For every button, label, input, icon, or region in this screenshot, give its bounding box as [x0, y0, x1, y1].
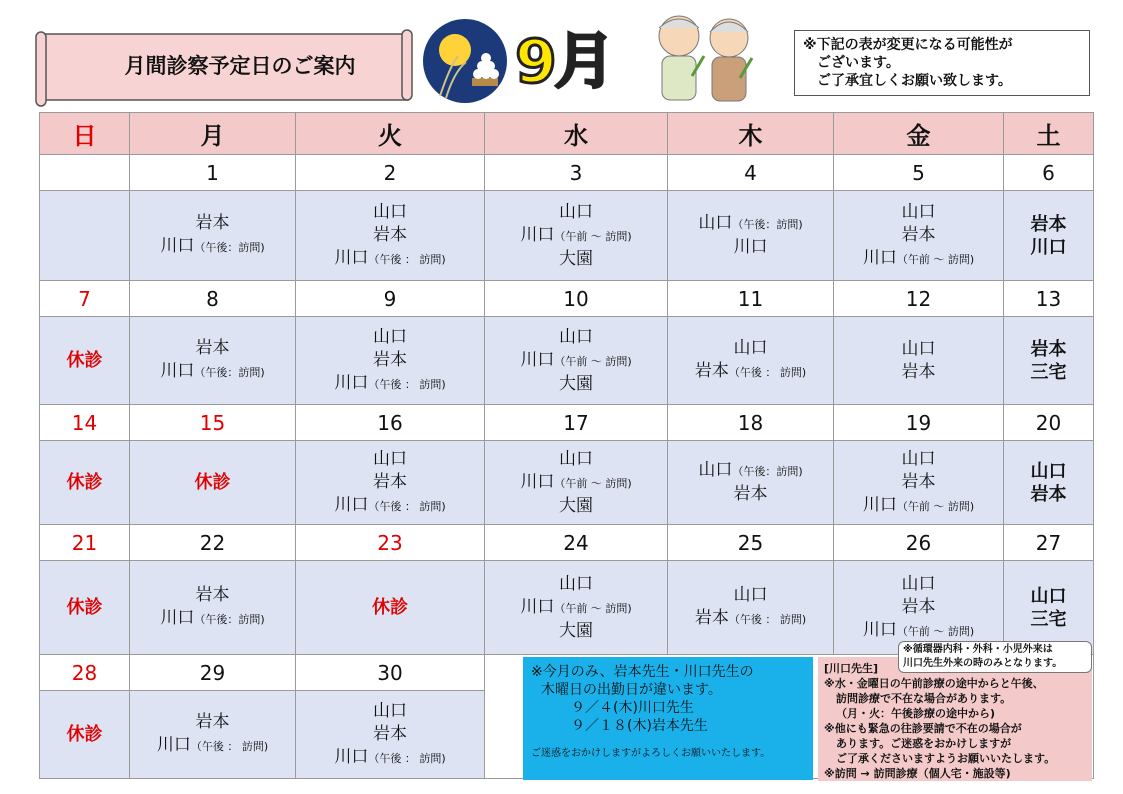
- kawaguchi-note: [川口先生] ※水・金曜日の午前診療の途中からと午後、 訪問診療で不在な場合があります。 （月・火：午後診療の途中から) ※他にも緊急の往診要請で不在の場合が あります。ご迷惑をおかけしますが ご了承くださいますようお願いいたします。 ※訪問 → 訪問診療（個人宅・施設等): [818, 657, 1092, 781]
- date-cell: 18: [668, 405, 834, 441]
- date-cell: 25: [668, 525, 834, 561]
- schedule-cell: 山口（午後：訪問) 岩本: [668, 441, 834, 525]
- schedule-cell: 休診: [40, 561, 130, 655]
- schedule-cell: 山口 三宅: [1004, 561, 1094, 655]
- schedule-cell: 山口 川口（午前 ～ 訪問) 大園: [485, 561, 668, 655]
- date-cell: 28: [40, 655, 130, 691]
- date-cell: 29: [130, 655, 296, 691]
- title-banner: [34, 28, 414, 106]
- clinic-callout: ※循環器内科・外科・小児外来は 川口先生外来の時のみとなります。: [898, 641, 1092, 673]
- date-cell: 22: [130, 525, 296, 561]
- schedule-cell: 休診: [40, 691, 130, 779]
- weekday-sat: 土: [1004, 113, 1094, 155]
- weekday-mon: 月: [130, 113, 296, 155]
- date-cell: 10: [485, 281, 668, 317]
- schedule-cell: 山口 岩本 川口（午前 ～ 訪問): [834, 191, 1004, 281]
- schedule-cell: 山口 岩本（午後 ： 訪問): [668, 317, 834, 405]
- schedule-row: [40, 317, 1094, 405]
- change-notice: ※下記の表が変更になる可能性が ございます。 ご了承宜しくお願い致します。: [794, 30, 1090, 96]
- weekday-header-row: [40, 113, 1094, 155]
- weekday-wed: 水: [485, 113, 668, 155]
- thursday-change-note: ※今月のみ、岩本先生・川口先生の 木曜日の出勤日が違います。 ９／４(木)川口先生 ９／１８(木)岩本先生 ご迷惑をおかけしますがよろしくお願いいたします。: [523, 657, 813, 780]
- date-row: [40, 525, 1094, 561]
- schedule-cell: 山口 岩本: [1004, 441, 1094, 525]
- schedule-cell: 山口（午後：訪問) 川口: [668, 191, 834, 281]
- date-cell: [40, 155, 130, 191]
- date-cell: 20: [1004, 405, 1094, 441]
- moon-viewing-icon: [420, 16, 510, 106]
- schedule-cell: 岩本 三宅: [1004, 317, 1094, 405]
- weekday-thu: 木: [668, 113, 834, 155]
- schedule-cell: 山口 岩本 川口（午後 ： 訪問): [296, 317, 485, 405]
- schedule-row: [40, 191, 1094, 281]
- date-cell: 15: [130, 405, 296, 441]
- page-title: 月間診察予定日のご案内: [124, 54, 356, 78]
- date-cell: 19: [834, 405, 1004, 441]
- schedule-cell: 山口 岩本 川口（午前 ～ 訪問): [834, 561, 1004, 655]
- date-cell: 13: [1004, 281, 1094, 317]
- weekday-fri: 金: [834, 113, 1004, 155]
- schedule-row: [40, 441, 1094, 525]
- schedule-cell: 山口 岩本（午後 ： 訪問): [668, 561, 834, 655]
- date-cell: 11: [668, 281, 834, 317]
- date-cell: 2: [296, 155, 485, 191]
- date-cell: 3: [485, 155, 668, 191]
- schedule-cell: 休診: [40, 441, 130, 525]
- date-cell: 1: [130, 155, 296, 191]
- schedule-cell: 休診: [130, 441, 296, 525]
- month-label: 9月: [515, 27, 613, 97]
- schedule-cell: 岩本 川口（午後 ： 訪問): [130, 691, 296, 779]
- date-cell: 17: [485, 405, 668, 441]
- schedule-cell: 山口 川口（午前 ～ 訪問) 大園: [485, 317, 668, 405]
- date-cell: 27: [1004, 525, 1094, 561]
- schedule-cell: 休診: [40, 317, 130, 405]
- schedule-cell: 山口 岩本 川口（午前 ～ 訪問): [834, 441, 1004, 525]
- date-cell: 30: [296, 655, 485, 691]
- schedule-cell: 岩本 川口（午後：訪問): [130, 317, 296, 405]
- date-cell: 9: [296, 281, 485, 317]
- date-row: [40, 281, 1094, 317]
- date-cell: 14: [40, 405, 130, 441]
- date-cell: 26: [834, 525, 1004, 561]
- schedule-cell: 休診: [296, 561, 485, 655]
- schedule-cell: 岩本 川口: [1004, 191, 1094, 281]
- date-row: [40, 155, 1094, 191]
- schedule-cell: 山口 岩本 川口（午後 ： 訪問): [296, 191, 485, 281]
- schedule-cell: 岩本 川口（午後：訪問): [130, 191, 296, 281]
- elderly-couple-icon: [644, 6, 764, 106]
- schedule-cell: 山口 岩本 川口（午後 ： 訪問): [296, 691, 485, 779]
- date-cell: 4: [668, 155, 834, 191]
- schedule-cell: 山口 川口（午前 ～ 訪問) 大園: [485, 441, 668, 525]
- date-cell: 8: [130, 281, 296, 317]
- date-cell: 24: [485, 525, 668, 561]
- date-cell: 23: [296, 525, 485, 561]
- date-cell: 16: [296, 405, 485, 441]
- date-row: [40, 405, 1094, 441]
- schedule-cell: 山口 岩本: [834, 317, 1004, 405]
- weekday-sun: 日: [40, 113, 130, 155]
- date-cell: 6: [1004, 155, 1094, 191]
- date-cell: 7: [40, 281, 130, 317]
- weekday-tue: 火: [296, 113, 485, 155]
- date-cell: 5: [834, 155, 1004, 191]
- schedule-cell: 岩本 川口（午後：訪問): [130, 561, 296, 655]
- date-cell: 21: [40, 525, 130, 561]
- schedule-cell: 山口 岩本 川口（午後 ： 訪問): [296, 441, 485, 525]
- schedule-cell: [40, 191, 130, 281]
- schedule-cell: 山口 川口（午前 ～ 訪問) 大園: [485, 191, 668, 281]
- date-cell: 12: [834, 281, 1004, 317]
